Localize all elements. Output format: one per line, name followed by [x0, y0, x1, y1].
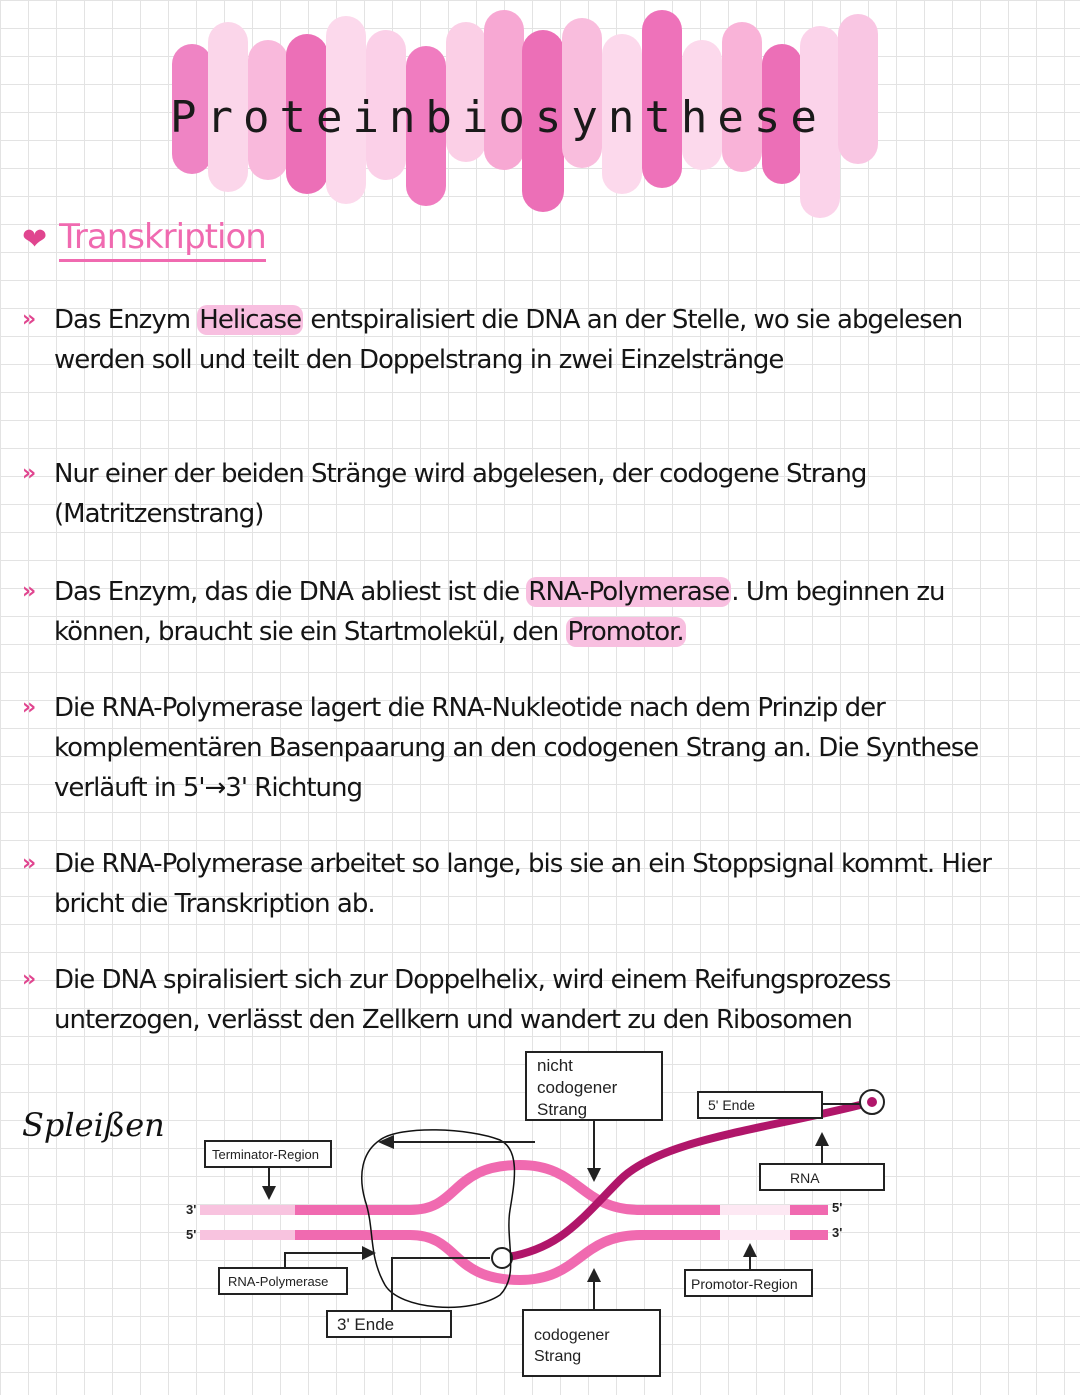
highlighted-term: Helicase — [199, 305, 302, 335]
pointer-arrowhead — [587, 1268, 601, 1282]
label-terminator: Terminator-Region — [212, 1147, 319, 1162]
section-heading — [22, 214, 266, 264]
label-codogen-line2: Strang — [534, 1348, 582, 1365]
paragraph — [22, 300, 1042, 380]
label-rna: RNA — [790, 1170, 820, 1186]
pointer-arrowhead — [815, 1132, 829, 1146]
text-run: Das Enzym — [54, 305, 198, 335]
pointer-arrowhead — [743, 1243, 757, 1257]
text-run: Die RNA-Polymerase arbeitet so lange, bis sie an ein Stoppsignal kommt. Hier bricht die Transkription ab. — [54, 849, 991, 919]
label-codogen-line1: codogener — [534, 1327, 610, 1344]
highlighted-term: RNA-Polymerase — [528, 577, 730, 607]
paragraph-text — [54, 454, 1042, 534]
promotor-segment-top — [720, 1205, 790, 1215]
paragraph-marker-icon: » — [22, 695, 36, 720]
pointer-line — [285, 1253, 362, 1268]
terminator-segment-top — [200, 1205, 295, 1215]
rna-3-end-circle — [492, 1248, 512, 1268]
paragraph — [22, 688, 1042, 808]
pointer-arrowhead — [262, 1186, 276, 1200]
strand-end-label: 5' — [832, 1200, 843, 1215]
text-run: Das Enzym, das die DNA abliest ist die — [54, 577, 527, 607]
paragraph-marker-icon: » — [22, 307, 36, 332]
paragraph — [22, 572, 1042, 652]
label-nicht-codogen-line2: codogener — [537, 1078, 618, 1097]
text-run: Die RNA-Polymerase lagert die RNA-Nukleotide nach dem Prinzip der komplementären Basenpaarung an den codogenen Strang an. Die Synthese verläuft in 5'→3' Richtung — [54, 693, 979, 803]
heart-bullet-icon: ❤ — [22, 221, 48, 257]
paragraph — [22, 844, 1042, 924]
paragraph-text — [54, 688, 1042, 808]
strand-end-label: 3' — [832, 1225, 843, 1240]
side-note: Spleißen — [22, 1106, 165, 1144]
pointer-arrowhead — [587, 1168, 601, 1182]
section-heading-text: Transkription — [59, 217, 266, 262]
label-polymerase: RNA-Polymerase — [228, 1274, 329, 1289]
label-nicht-codogen-line1: nicht — [537, 1056, 573, 1075]
paragraph-marker-icon: » — [22, 851, 36, 876]
paragraph-text — [54, 960, 1042, 1040]
paragraph — [22, 454, 1042, 534]
rna-5-end-dot — [867, 1097, 877, 1107]
non-codogenic-strand — [295, 1165, 720, 1210]
label-box — [760, 1164, 884, 1190]
strand-end-label: 3' — [186, 1202, 197, 1217]
paragraph-text — [54, 572, 1042, 652]
page-title: Proteinbiosynthese — [170, 92, 827, 143]
highlighted-term: Promotor. — [567, 617, 684, 647]
paragraph-marker-icon: » — [22, 967, 36, 992]
label-5-ende: 5' Ende — [708, 1097, 756, 1113]
strand-end-label: 5' — [186, 1227, 197, 1242]
paragraph-marker-icon: » — [22, 461, 36, 486]
paragraph — [22, 960, 1042, 1040]
label-promotor: Promotor-Region — [691, 1276, 798, 1292]
text-run: entspiralisiert die DNA an der Stelle, wo sie abgelesen werden soll und teilt den Doppelstrang in zwei Einzelstränge — [54, 305, 963, 375]
paragraph-marker-icon: » — [22, 579, 36, 604]
paragraph-text — [54, 844, 1042, 924]
label-nicht-codogen-line3: Strang — [537, 1100, 588, 1119]
strand-end-bottom — [790, 1230, 828, 1240]
paragraph-text — [54, 300, 1042, 380]
text-run: . Um beginnen zu können, braucht sie ein Startmolekül, den — [54, 577, 945, 647]
text-run: Die DNA spiralisiert sich zur Doppelhelix, wird einem Reifungsprozess unterzogen, verlässt den Zellkern und wandert zu den Ribosomen — [54, 965, 891, 1035]
text-run: Nur einer der beiden Stränge wird abgelesen, der codogene Strang (Matritzenstrang) — [54, 459, 867, 529]
promotor-segment-bottom — [720, 1230, 790, 1240]
terminator-segment-bottom — [200, 1230, 295, 1240]
strand-end-top — [790, 1205, 828, 1215]
title-banner — [0, 0, 1080, 230]
label-3-ende: 3' Ende — [337, 1315, 395, 1334]
transcription-diagram — [0, 1040, 1080, 1395]
